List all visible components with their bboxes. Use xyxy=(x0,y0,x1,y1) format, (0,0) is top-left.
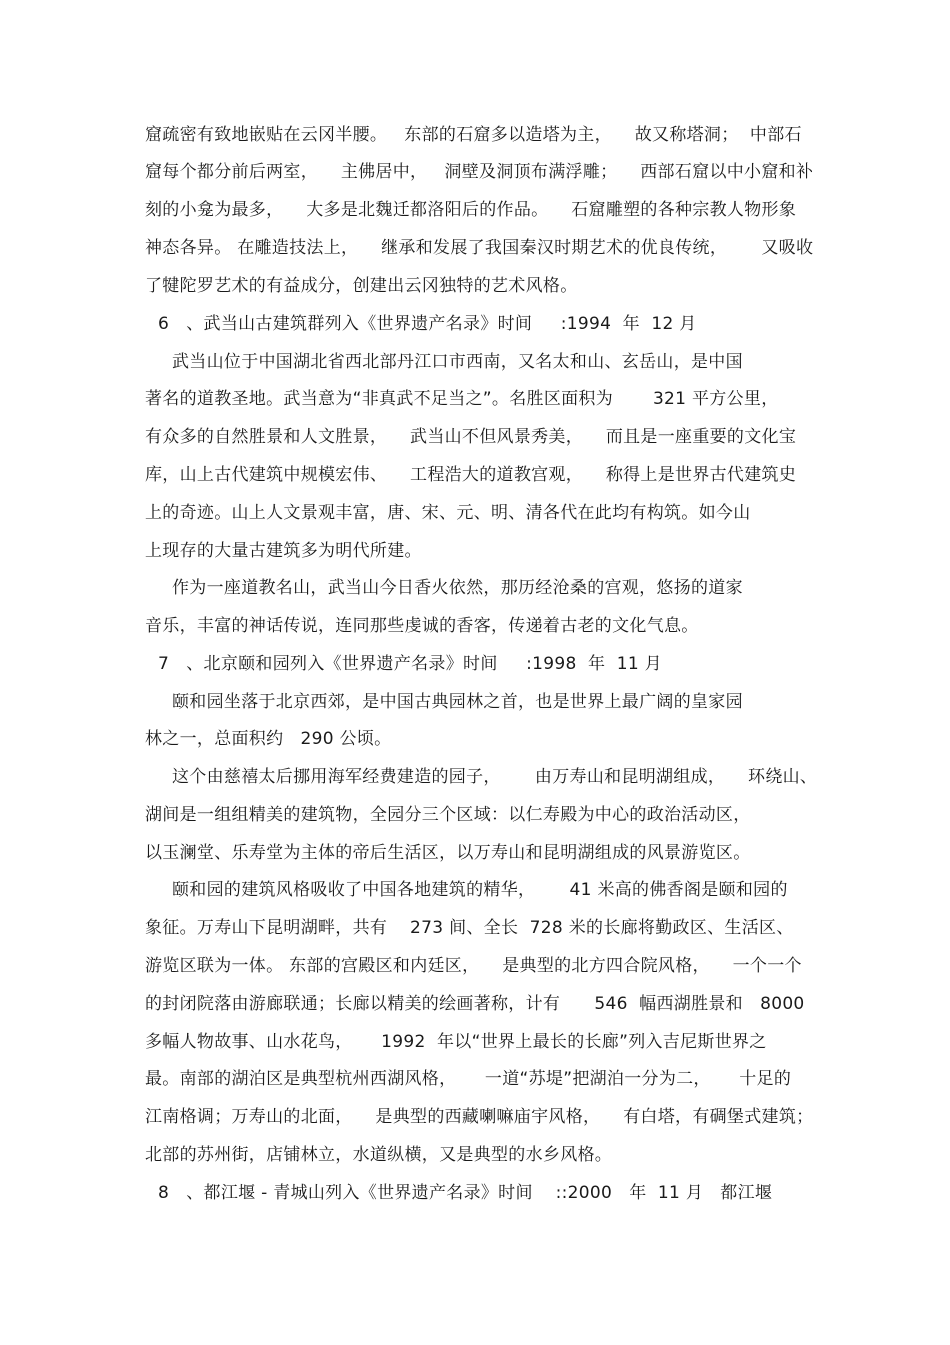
text-line: 窟每个都分前后两室， 主佛居中， 洞壁及洞顶布满浮雕； 西部石窟以中小窟和补 xyxy=(145,162,814,182)
text-line: 最。南部的湖泊区是典型杭州西湖风格， 一道“苏堤”把湖泊一分为二， 十足的 xyxy=(145,1069,792,1089)
text-line: 了犍陀罗艺术的有益成分，创建出云冈独特的艺术风格。 xyxy=(145,276,578,296)
text-line: 神态各异。 在雕造技法上， 继承和发展了我国秦汉时期艺术的优良传统， 又吸收 xyxy=(145,238,814,258)
paragraph-first-line: 颐和园的建筑风格吸收了中国各地建筑的精华， 41 米高的佛香阁是颐和园的 xyxy=(172,880,788,900)
section-heading: 6 、武当山古建筑群列入《世界遗产名录》时间 :1994 年 12 月 xyxy=(158,314,697,334)
text-line: 有众多的自然胜景和人文胜景， 武当山不但风景秀美， 而且是一座重要的文化宝 xyxy=(145,427,797,447)
text-line: 上现存的大量古建筑多为明代所建。 xyxy=(145,541,422,561)
text-line: 江南格调；万寿山的北面， 是典型的西藏喇嘛庙宇风格， 有白塔，有碉堡式建筑； xyxy=(145,1107,814,1127)
paragraph-first-line: 这个由慈禧太后挪用海军经费建造的园子， 由万寿山和昆明湖组成， 环绕山、 xyxy=(172,767,818,787)
text-line: 窟疏密有致地嵌贴在云冈半腰。 东部的石窟多以造塔为主， 故又称塔洞； 中部石 xyxy=(145,125,802,145)
text-line: 的封闭院落由游廊联通；长廊以精美的绘画著称，计有 546 幅西湖胜景和 8000 xyxy=(145,994,805,1014)
text-line: 刻的小龛为最多， 大多是北魏迁都洛阳后的作品。 石窟雕塑的各种宗教人物形象 xyxy=(145,200,797,220)
section-heading: 8 、都江堰 - 青城山列入《世界遗产名录》时间 ::2000 年 11 月 都江堰 xyxy=(158,1183,773,1203)
text-line: 林之一，总面积约 290 公顷。 xyxy=(145,729,392,749)
text-line: 以玉澜堂、乐寿堂为主体的帝后生活区，以万寿山和昆明湖组成的风景游览区。 xyxy=(145,843,751,863)
text-line: 象征。万寿山下昆明湖畔，共有 273 间、全长 728 米的长廊将勤政区、生活区、 xyxy=(145,918,794,938)
text-line: 北部的苏州街，店铺林立，水道纵横，又是典型的水乡风格。 xyxy=(145,1145,613,1165)
text-line: 上的奇迹。山上人文景观丰富，唐、宋、元、明、清各代在此均有构筑。如今山 xyxy=(145,503,751,523)
section-heading: 7 、北京颐和园列入《世界遗产名录》时间 :1998 年 11 月 xyxy=(158,654,662,674)
text-line: 多幅人物故事、山水花鸟， 1992 年以“世界上最长的长廊”列入吉尼斯世界之 xyxy=(145,1032,767,1052)
text-line: 游览区联为一体。 东部的宫殿区和内廷区， 是典型的北方四合院风格， 一个一个 xyxy=(145,956,802,976)
paragraph-first-line: 作为一座道教名山，武当山今日香火依然，那历经沧桑的宫观，悠扬的道家 xyxy=(172,578,743,598)
text-line: 库，山上古代建筑中规模宏伟、 工程浩大的道教宫观， 称得上是世界古代建筑史 xyxy=(145,465,797,485)
paragraph-first-line: 武当山位于中国湖北省西北部丹江口市西南，又名太和山、玄岳山，是中国 xyxy=(172,352,743,372)
text-line: 著名的道教圣地。武当意为“非真武不足当之”。名胜区面积为 321 平方公里， xyxy=(145,389,779,409)
text-line: 音乐，丰富的神话传说，连同那些虔诚的香客，传递着古老的文化气息。 xyxy=(145,616,699,636)
text-line: 湖间是一组组精美的建筑物，全园分三个区域：以仁寿殿为中心的政治活动区， xyxy=(145,805,751,825)
paragraph-first-line: 颐和园坐落于北京西郊，是中国古典园林之首，也是世界上最广阔的皇家园 xyxy=(172,692,743,712)
